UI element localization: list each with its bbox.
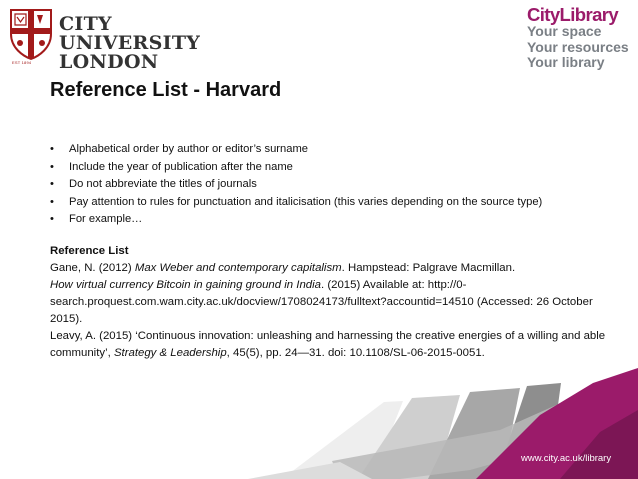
reference-entry-author: Gane, N. (2012) xyxy=(50,262,135,274)
reference-entry-title: Max Weber and contemporary capitalism xyxy=(134,262,342,274)
bullet-marker: • xyxy=(50,143,54,155)
library-tagline-library: Your library xyxy=(527,54,605,70)
reference-entry-journal: Strategy & Leadership xyxy=(113,347,227,359)
list-item-text: Include the year of publication after the name xyxy=(69,160,293,173)
page-title: Reference List - Harvard xyxy=(50,79,282,101)
crest-caption: EST 1894 xyxy=(12,60,32,65)
reference-entry-details: , 45(5), pp. 24—31. doi: 10.1108/SL-06-2015-0051. xyxy=(226,347,485,359)
bullet-marker: • xyxy=(50,160,54,173)
library-name: CityLibrary xyxy=(527,4,619,25)
university-name-line2: LONDON xyxy=(59,51,159,73)
reference-list-heading: Reference List xyxy=(50,245,129,257)
list-item-text: Pay attention to rules for punctuation and italicisation (this varies depending on the source type) xyxy=(69,195,543,208)
university-name-line1: CITY UNIVERSITY xyxy=(59,13,201,54)
reference-entry-author: Leavy, A. (2015) ‘Continuous innovation: unleashing and harnessing the creative energies of a willing and able community’, xyxy=(50,330,606,359)
list-item-text: Do not abbreviate the titles of journals xyxy=(69,178,257,190)
list-item-text: For example… xyxy=(69,213,143,225)
bullet-marker: • xyxy=(50,213,54,225)
bullet-marker: • xyxy=(50,178,54,190)
reference-entry-details: . (2015) Available at: http://0-search.proquest.com.wam.city.ac.uk/docview/1708024173/fulltext?accountid=14510 (Accessed: 26 October 2015). xyxy=(50,279,593,325)
footer-url: www.city.ac.uk/library xyxy=(521,453,612,464)
reference-entry-details: . Hampstead: Palgrave Macmillan. xyxy=(341,262,516,274)
reference-entry-title: How virtual currency Bitcoin in gaining ground in India xyxy=(50,279,321,291)
library-tagline-resources: Your resources xyxy=(527,38,629,55)
bullet-marker: • xyxy=(50,195,54,208)
list-item-text: Alphabetical order by author or editor’s surname xyxy=(69,143,309,155)
library-tagline-space: Your space xyxy=(527,23,602,39)
